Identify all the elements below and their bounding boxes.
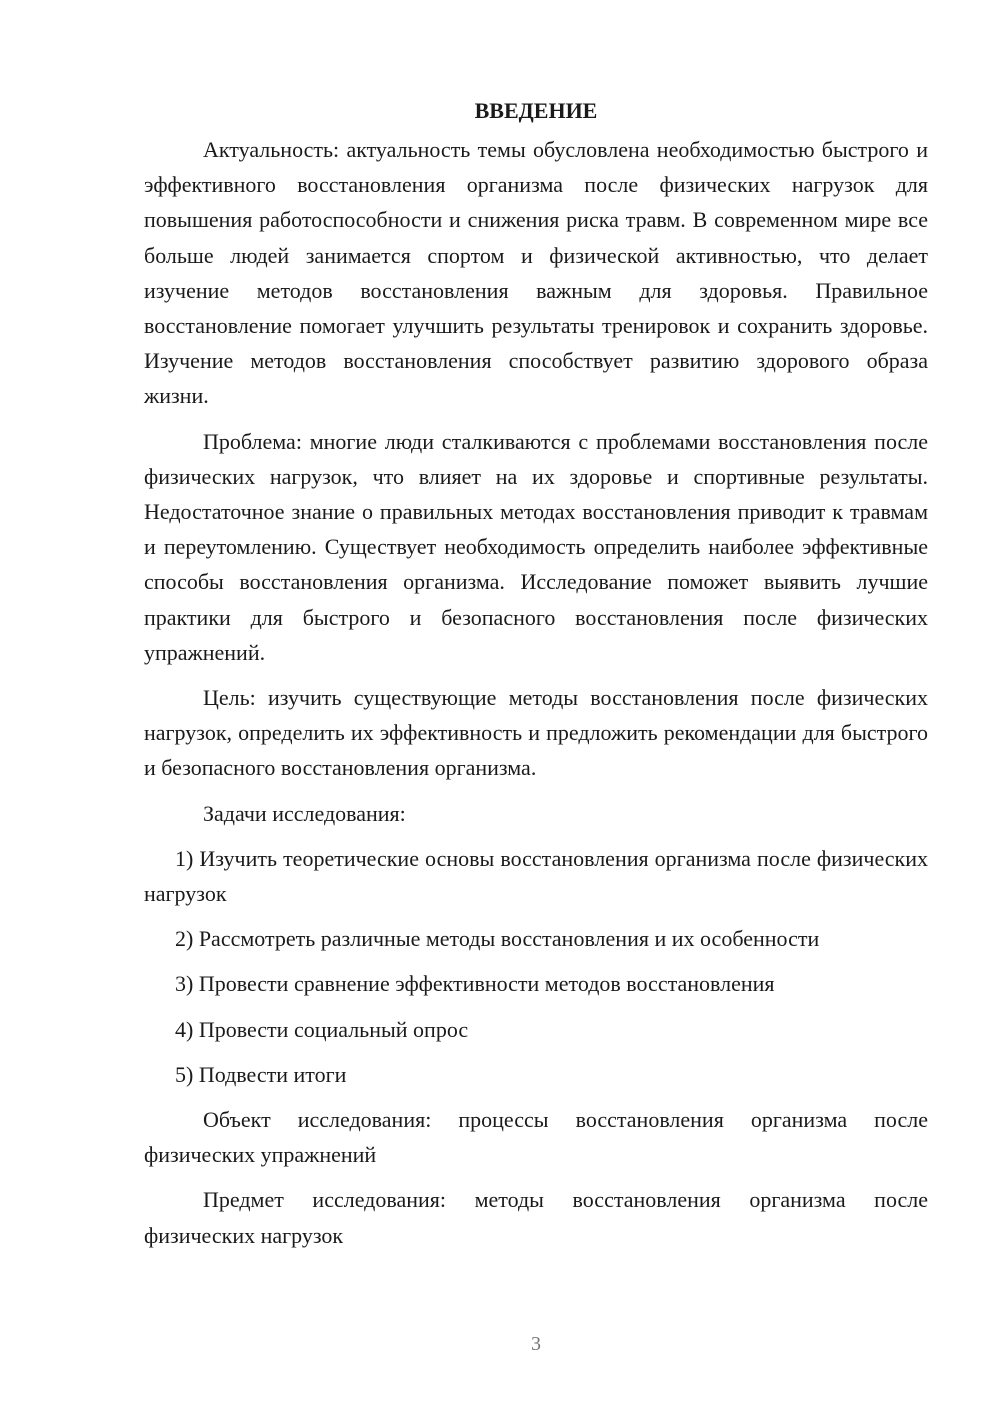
list-item: 1) Изучить теоретические основы восстановления организма после физических нагрузок [144,845,928,907]
tasks-list [144,841,928,1092]
list-item: 4) Провести социальный опрос [175,1016,469,1042]
paragraph-object: Объект исследования: процессы восстановления организма после физических упражнений [144,1107,928,1168]
paragraph-problem: Проблема: многие люди сталкиваются с проблемами восстановления после физических нагрузок, что влияет на их здоровье и спортивные результаты. Недостаточное знание о правильных методах восстановления приводит к травмам и переутомлению. Существует необходимость определить наиболее эффективные способы восстановления организма. Исследование поможет выявить лучшие практики для быстрого и безопасного восстановления после физических упражнений. [144,428,928,665]
paragraph-goal: Цель: изучить существующие методы восстановления после физических нагрузок, определить их эффективность и предложить рекомендации для быстрого и безопасного восстановления организма. [144,685,928,781]
page-number: 3 [531,1333,541,1355]
section-heading: ВВЕДЕНИЕ [474,98,598,123]
paragraph-relevance: Актуальность: актуальность темы обусловлена необходимостью быстрого и эффективного восстановления организма после физических нагрузок для повышения работоспособности и снижения риска травм. В современном мире все больше людей занимается спортом и физической активностью, что делает изучение методов восстановления важным для здоровья. Правильное восстановление помогает улучшить результаты тренировок и сохранить здоровье. Изучение методов восстановления способствует развитию здорового образа жизни. [144,137,928,409]
tasks-title: Задачи исследования: [203,800,406,826]
document-page [144,96,928,1263]
list-item: 2) Рассмотреть различные методы восстановления и их особенности [175,926,820,952]
paragraph-subject: Предмет исследования: методы восстановления организма после физических нагрузок [144,1187,928,1248]
list-item: 3) Провести сравнение эффективности методов восстановления [175,971,775,997]
list-item: 5) Подвести итоги [175,1061,347,1087]
